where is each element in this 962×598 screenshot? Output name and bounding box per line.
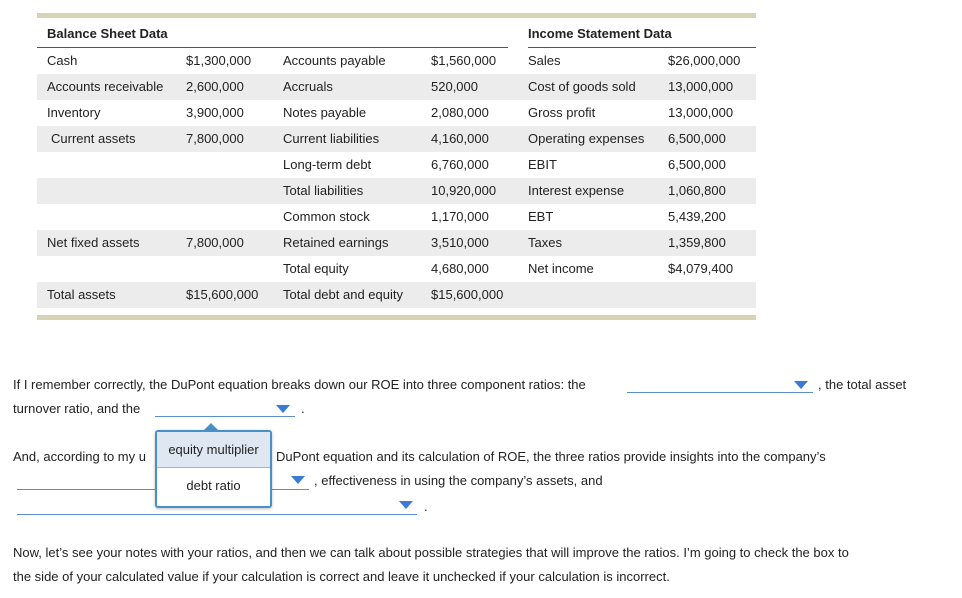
asset-label: Net fixed assets <box>47 235 140 250</box>
dupont-sentence-line2: turnover ratio, and the <box>13 401 141 416</box>
notes-sentence-line1: Now, let’s see your notes with your ratios, and then we can talk about possible strategies that will improve the ratios. I’m going to check the box to <box>13 545 849 560</box>
balance-sheet-header: Balance Sheet Data <box>47 26 168 41</box>
insights-sentence-line2: , effectiveness in using the company’s assets, and <box>314 473 603 488</box>
income-label: Net income <box>528 261 594 276</box>
chevron-down-icon <box>794 381 808 389</box>
income-label: Gross profit <box>528 105 596 120</box>
asset-label: Current assets <box>51 131 136 146</box>
liability-label: Total debt and equity <box>283 287 403 302</box>
table-row <box>37 230 756 256</box>
dropdown-ratio-1-underline <box>627 392 813 393</box>
table-row <box>37 48 756 74</box>
insights-sentence-line1-start: And, according to my u <box>13 449 146 464</box>
income-value: $4,079,400 <box>668 261 734 276</box>
income-value: $26,000,000 <box>668 53 741 68</box>
option-equity-multiplier[interactable]: equity multiplier <box>157 432 270 468</box>
income-value: 6,500,000 <box>668 157 726 172</box>
income-value: 1,359,800 <box>668 235 726 250</box>
chevron-down-icon <box>291 476 305 484</box>
dropdown-options-popup <box>155 430 272 508</box>
liability-label: Accounts payable <box>283 53 386 68</box>
asset-value: 2,600,000 <box>186 79 244 94</box>
liability-label: Accruals <box>283 79 333 94</box>
income-label: Taxes <box>528 235 562 250</box>
income-label: EBIT <box>528 157 557 172</box>
option-debt-ratio[interactable]: debt ratio <box>186 478 241 493</box>
asset-value: 7,800,000 <box>186 131 244 146</box>
liability-value: 10,920,000 <box>431 183 497 198</box>
income-value: 6,500,000 <box>668 131 726 146</box>
income-label: Operating expenses <box>528 131 645 146</box>
liability-label: Retained earnings <box>283 235 389 250</box>
income-value: 1,060,800 <box>668 183 726 198</box>
income-label: EBT <box>528 209 554 224</box>
income-label: Sales <box>528 53 561 68</box>
dropdown-popup-caret <box>204 423 218 430</box>
liability-value: 3,510,000 <box>431 235 489 250</box>
liability-label: Current liabilities <box>283 131 380 146</box>
asset-value: 3,900,000 <box>186 105 244 120</box>
dupont-sentence-line1-end: , the total asset <box>818 377 907 392</box>
asset-value: 7,800,000 <box>186 235 244 250</box>
chevron-down-icon <box>399 501 413 509</box>
income-label: Interest expense <box>528 183 625 198</box>
table-row <box>37 204 756 230</box>
liability-label: Notes payable <box>283 105 367 120</box>
table-row <box>37 178 756 204</box>
liability-value: 520,000 <box>431 79 478 94</box>
liability-value: 6,760,000 <box>431 157 489 172</box>
table-row <box>37 100 756 126</box>
financial-data-table <box>37 13 756 320</box>
table-row <box>37 282 756 308</box>
income-value: 13,000,000 <box>668 105 734 120</box>
income-label: Cost of goods sold <box>528 79 636 94</box>
liability-value: 4,680,000 <box>431 261 489 276</box>
table-row <box>37 74 756 100</box>
liability-label: Total equity <box>283 261 349 276</box>
table-row <box>37 152 756 178</box>
notes-sentence-line2: the side of your calculated value if your calculation is correct and leave it unchecked if your calculation is incorrect. <box>13 569 670 584</box>
insights-sentence-line3: . <box>424 499 428 514</box>
liability-value: 2,080,000 <box>431 105 489 120</box>
asset-value: $1,300,000 <box>186 53 252 68</box>
chevron-down-icon <box>276 405 290 413</box>
liability-value: 1,170,000 <box>431 209 489 224</box>
liability-label: Total liabilities <box>283 183 364 198</box>
dupont-sentence-line2-end: . <box>301 401 305 416</box>
income-statement-header: Income Statement Data <box>528 26 672 41</box>
asset-label: Total assets <box>47 287 116 302</box>
asset-label: Accounts receivable <box>47 79 164 94</box>
liability-label: Long-term debt <box>283 157 372 172</box>
asset-label: Cash <box>47 53 78 68</box>
liability-value: $1,560,000 <box>431 53 497 68</box>
table-body <box>37 18 756 318</box>
dropdown-insight-3-underline <box>17 514 417 515</box>
dropdown-ratio-3[interactable] <box>155 398 295 418</box>
liability-value: $15,600,000 <box>431 287 504 302</box>
dupont-sentence-line1: If I remember correctly, the DuPont equation breaks down our ROE into three component ratios: the <box>13 377 586 392</box>
liability-value: 4,160,000 <box>431 131 489 146</box>
asset-value: $15,600,000 <box>186 287 259 302</box>
income-value: 5,439,200 <box>668 209 726 224</box>
dropdown-ratio-3-underline <box>155 416 295 417</box>
income-value: 13,000,000 <box>668 79 734 94</box>
liability-label: Common stock <box>283 209 370 224</box>
table-row <box>37 126 756 152</box>
table-row <box>37 256 756 282</box>
dropdown-ratio-1[interactable] <box>627 374 813 394</box>
asset-label: Inventory <box>47 105 101 120</box>
insights-sentence-line1-end: DuPont equation and its calculation of ROE, the three ratios provide insights into the company’s <box>276 449 826 464</box>
